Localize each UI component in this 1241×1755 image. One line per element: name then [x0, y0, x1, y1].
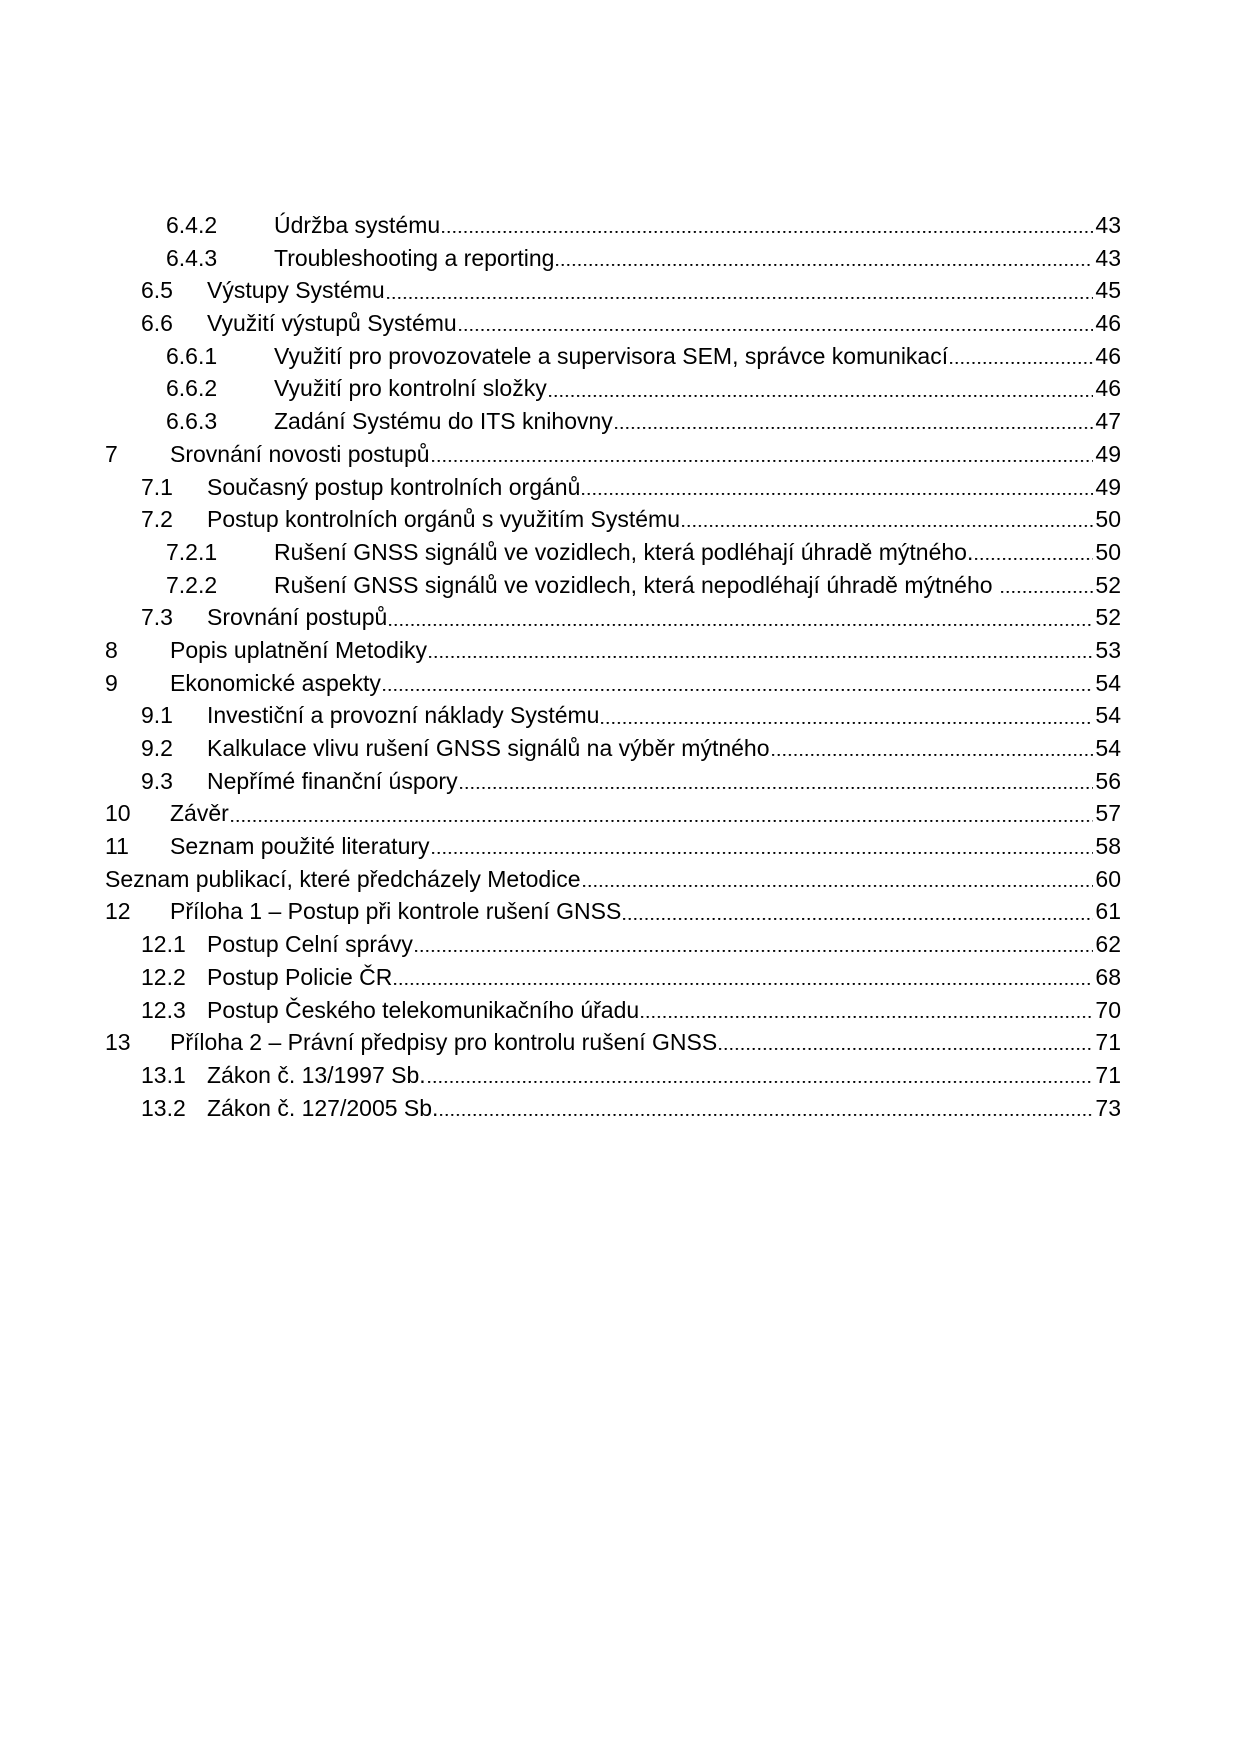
toc-entry-number: 12.1	[141, 931, 186, 958]
dot-leader	[428, 1059, 1094, 1092]
toc-entry-number: 9.2	[141, 735, 173, 761]
toc-entry-title: Nepřímé finanční úspory	[207, 767, 458, 794]
toc-entry-number: 9	[105, 669, 118, 696]
toc-entry[interactable]	[105, 699, 1121, 732]
toc-entry-title: Postup Policie ČR	[207, 963, 393, 990]
toc-entry-number: 9.3	[141, 767, 173, 794]
toc-entry[interactable]	[105, 503, 1121, 536]
toc-entry-page: 46	[1095, 342, 1121, 369]
dot-leader	[719, 1026, 1093, 1059]
toc-entry-number: 6.6.3	[166, 408, 218, 435]
toc-entry[interactable]	[105, 242, 1121, 275]
toc-entry-number: 10	[105, 800, 131, 827]
toc-entry-title: Rušení GNSS signálů ve vozidlech, která nepodléhají úhradě mýtného	[274, 571, 999, 598]
toc-entry-title: Využití pro provozovatele a supervisora SEM, správce komunikací	[274, 342, 949, 369]
dot-leader	[582, 471, 1093, 504]
toc-entry-title: Zadání Systému do ITS knihovny	[274, 408, 613, 435]
toc-entry[interactable]	[105, 340, 1121, 373]
toc-entry-page: 58	[1095, 833, 1121, 860]
toc-entry-title: Investiční a provozní náklady Systému	[207, 702, 600, 729]
dot-leader	[440, 1092, 1093, 1125]
table-of-contents	[105, 209, 1121, 1124]
dot-leader	[950, 340, 1093, 373]
toc-entry-page: 46	[1095, 310, 1121, 337]
toc-entry[interactable]	[105, 830, 1121, 863]
dot-leader	[415, 928, 1094, 961]
dot-leader	[641, 994, 1093, 1027]
toc-entry[interactable]	[105, 765, 1121, 798]
toc-entry[interactable]	[105, 438, 1121, 471]
toc-entry-title: Výstupy Systému	[207, 277, 385, 304]
toc-entry-page: 71	[1095, 1029, 1121, 1056]
toc-entry-page: 73	[1095, 1094, 1121, 1121]
toc-entry[interactable]	[105, 569, 1121, 602]
dot-leader	[615, 405, 1094, 438]
toc-entry-page: 50	[1095, 538, 1121, 565]
toc-entry-page: 43	[1095, 244, 1121, 271]
toc-entry[interactable]	[105, 928, 1121, 961]
toc-entry-page: 50	[1095, 506, 1121, 533]
toc-entry-title: Postup kontrolních orgánů s využitím Systému	[207, 506, 680, 533]
toc-entry-number: 7.2	[141, 506, 173, 533]
dot-leader	[442, 209, 1093, 242]
toc-entry-title: Příloha 2 – Právní předpisy pro kontrolu rušení GNSS	[170, 1029, 718, 1056]
toc-entry-number: 6.6.1	[166, 342, 218, 369]
toc-entry-title: Využití pro kontrolní složky	[274, 375, 547, 402]
toc-entry[interactable]	[105, 994, 1121, 1027]
toc-entry[interactable]	[105, 732, 1121, 765]
toc-entry[interactable]	[105, 536, 1121, 569]
toc-entry-number: 6.6.2	[166, 375, 218, 402]
toc-entry-title: Troubleshooting a reporting	[274, 244, 555, 271]
toc-entry[interactable]	[105, 863, 1121, 896]
toc-entry-title: Závěr	[170, 800, 229, 827]
toc-entry-page: 57	[1095, 800, 1121, 827]
toc-entry-page: 52	[1095, 604, 1121, 631]
toc-entry-number: 12.2	[141, 963, 186, 990]
toc-entry-page: 62	[1095, 931, 1121, 958]
toc-entry[interactable]	[105, 1026, 1121, 1059]
toc-entry-number: 8	[105, 636, 118, 663]
dot-leader	[459, 307, 1094, 340]
toc-entry-page: 45	[1095, 277, 1121, 304]
toc-entry-number: 7.2.1	[166, 538, 218, 565]
dot-leader	[623, 895, 1093, 928]
toc-entry-page: 52	[1095, 571, 1121, 598]
toc-entry-title: Rušení GNSS signálů ve vozidlech, která podléhají úhradě mýtného.	[274, 538, 974, 565]
toc-entry-page: 60	[1095, 865, 1121, 892]
toc-entry-title: Postup Českého telekomunikačního úřadu	[207, 996, 640, 1023]
toc-entry-title: Příloha 1 – Postup při kontrole rušení GNSS	[170, 898, 622, 925]
toc-entry[interactable]	[105, 209, 1121, 242]
toc-entry-page: 46	[1095, 375, 1121, 402]
toc-entry-title: Seznam publikací, které předcházely Metodice	[105, 865, 581, 892]
toc-entry-number: 9.1	[141, 702, 173, 729]
toc-entry-title: Seznam použité literatury	[170, 833, 430, 860]
dot-leader	[383, 667, 1093, 700]
toc-entry-number: 7.2.2	[166, 571, 218, 598]
toc-entry[interactable]	[105, 667, 1121, 700]
dot-leader	[460, 765, 1094, 798]
toc-entry-page: 54	[1095, 735, 1121, 761]
toc-entry-page: 56	[1095, 767, 1121, 794]
toc-entry-page: 61	[1095, 898, 1121, 925]
toc-entry-number: 12.3	[141, 996, 186, 1023]
toc-entry-page: 47	[1095, 408, 1121, 435]
toc-entry-page: 43	[1095, 212, 1121, 238]
toc-entry-number: 6.5	[141, 277, 173, 304]
toc-entry[interactable]	[105, 797, 1121, 830]
toc-entry-title: Popis uplatnění Metodiky	[170, 636, 427, 663]
dot-leader	[556, 242, 1093, 275]
toc-entry[interactable]	[105, 1092, 1121, 1125]
toc-entry-title: Srovnání postupů	[207, 604, 388, 631]
toc-entry-title: Kalkulace vlivu rušení GNSS signálů na výběr mýtného	[207, 735, 770, 761]
toc-entry-number: 13	[105, 1029, 131, 1056]
toc-entry-number: 7.3	[141, 604, 173, 631]
toc-entry[interactable]	[105, 471, 1121, 504]
dot-leader	[549, 372, 1094, 405]
toc-entry[interactable]	[105, 601, 1121, 634]
dot-leader	[583, 863, 1094, 896]
toc-entry[interactable]	[105, 405, 1121, 438]
toc-entry-number: 13.2	[141, 1094, 186, 1121]
dot-leader	[1001, 569, 1093, 602]
toc-entry-title: Postup Celní správy	[207, 931, 413, 958]
toc-entry-number: 11	[105, 833, 129, 860]
toc-entry-number: 6.4.3	[166, 244, 218, 271]
toc-entry[interactable]	[105, 961, 1121, 994]
toc-entry-number: 12	[105, 898, 131, 925]
dot-leader	[432, 830, 1094, 863]
dot-leader	[772, 732, 1094, 765]
toc-entry-number: 6.6	[141, 310, 173, 337]
toc-entry-page: 68	[1095, 963, 1121, 990]
dot-leader	[601, 699, 1093, 732]
toc-entry-title: Ekonomické aspekty	[170, 669, 381, 696]
toc-entry-title: Srovnání novosti postupů	[170, 440, 430, 467]
toc-entry-page: 71	[1095, 1061, 1121, 1088]
toc-entry-title: Údržba systému	[274, 212, 441, 238]
dot-leader	[432, 438, 1094, 471]
toc-entry-page: 53	[1095, 636, 1121, 663]
toc-entry-title: Zákon č. 127/2005 Sb.	[207, 1094, 439, 1121]
toc-entry-page: 54	[1095, 702, 1121, 729]
toc-entry[interactable]	[105, 274, 1121, 307]
toc-entry-title: Současný postup kontrolních orgánů	[207, 473, 581, 500]
toc-entry-page: 70	[1095, 996, 1121, 1023]
toc-entry[interactable]	[105, 1059, 1121, 1092]
dot-leader	[682, 503, 1093, 536]
dot-leader	[975, 536, 1093, 569]
dot-leader	[389, 601, 1093, 634]
toc-entry-page: 49	[1095, 473, 1121, 500]
toc-entry-page: 49	[1095, 440, 1121, 467]
dot-leader	[231, 797, 1094, 830]
dot-leader	[387, 274, 1094, 307]
toc-entry-number: 6.4.2	[166, 212, 218, 238]
dot-leader	[429, 634, 1093, 667]
toc-entry-number: 7.1	[141, 473, 173, 500]
toc-entry[interactable]	[105, 307, 1121, 340]
toc-entry-number: 7	[105, 440, 118, 467]
toc-entry-number: 13.1	[141, 1061, 186, 1088]
toc-entry-title: Zákon č. 13/1997 Sb.	[207, 1061, 426, 1088]
toc-entry[interactable]	[105, 634, 1121, 667]
toc-entry-page: 54	[1095, 669, 1121, 696]
dot-leader	[394, 961, 1093, 994]
toc-entry[interactable]	[105, 895, 1121, 928]
toc-entry[interactable]	[105, 372, 1121, 405]
toc-entry-title: Využití výstupů Systému	[207, 310, 457, 337]
